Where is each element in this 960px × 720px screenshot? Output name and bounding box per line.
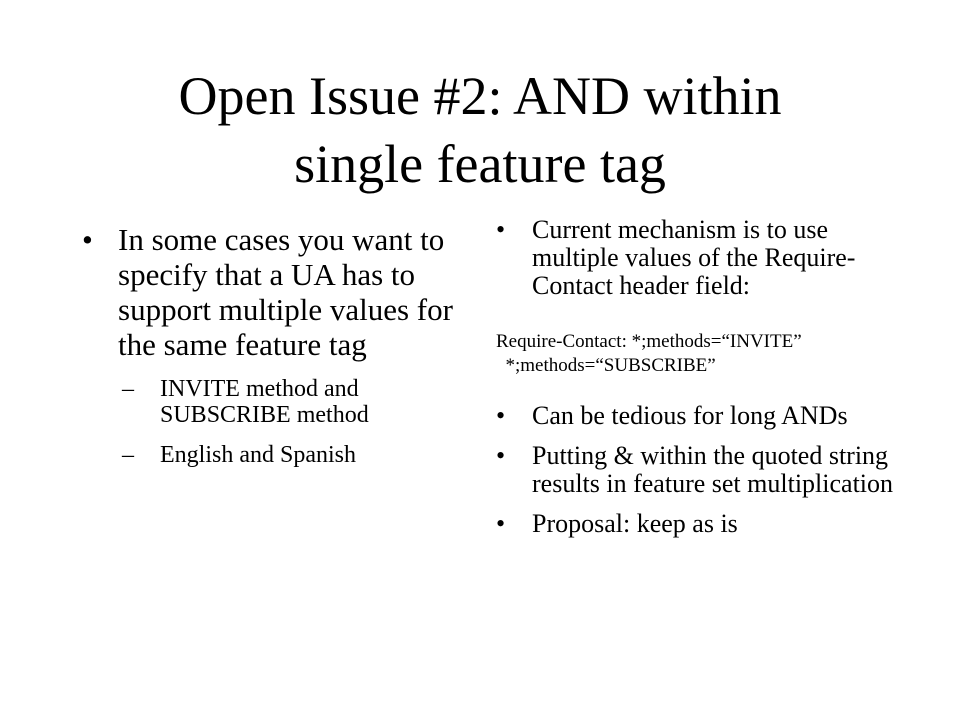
bullet-icon: • (496, 441, 506, 470)
left-subitem-1-text: INVITE method and SUBSCRIBE method (160, 376, 369, 428)
bullet-icon: • (82, 222, 93, 257)
bullet-icon: • (496, 509, 506, 538)
left-subitem-2-text: English and Spanish (160, 442, 356, 468)
right-bullet-1 (496, 216, 916, 300)
right-bullet-2-text: Can be tedious for long ANDs (532, 401, 848, 430)
slide-title (60, 62, 900, 198)
right-bullet-4 (496, 510, 916, 538)
right-column (496, 216, 916, 538)
right-bullet-1-text: Current mechanism is to use multiple values of the Require-Contact header field: (532, 215, 856, 300)
left-bullet-text: In some cases you want to specify that a UA has to support multiple values for the same feature tag (118, 222, 453, 362)
dash-icon: – (122, 442, 134, 468)
right-bullet-2 (496, 402, 916, 430)
code-line-2: *;methods=“SUBSCRIBE” (496, 355, 716, 376)
code-line-1: Require-Contact: *;methods=“INVITE” (496, 331, 802, 352)
left-subitem-2 (82, 442, 482, 468)
left-column (82, 222, 482, 468)
title-line-2: single feature tag (294, 134, 666, 194)
bullet-icon: • (496, 215, 506, 244)
title-line-1: Open Issue #2: AND within (178, 66, 782, 126)
dash-icon: – (122, 376, 134, 402)
code-example (496, 330, 916, 378)
right-bullet-3-text: Putting & within the quoted string results in feature set multiplication (532, 441, 894, 498)
left-bullet (82, 222, 482, 362)
bullet-icon: • (496, 401, 506, 430)
right-bullet-4-text: Proposal: keep as is (532, 509, 738, 538)
left-subitem-1 (82, 376, 482, 428)
right-bullet-3 (496, 442, 916, 498)
